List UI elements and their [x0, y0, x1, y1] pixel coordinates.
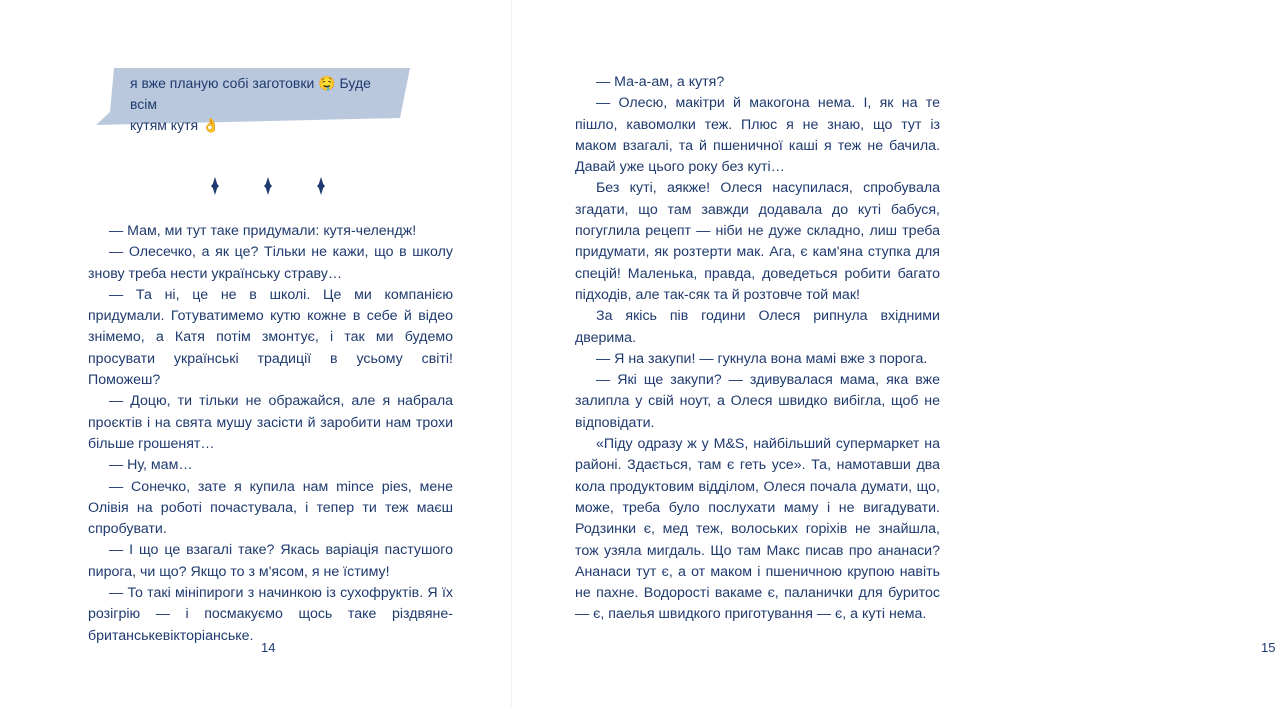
paragraph: — То такі мініпироги з начинкою із сухофруктів. Я їх розігрію — і посмакуємо щось таке різдвяне-британськевікторіанське. — [88, 585, 453, 644]
star-icon — [317, 177, 325, 195]
right-page-text — [575, 72, 940, 626]
left-page-text — [88, 221, 453, 647]
paragraph: — Олесечко, а як це? Тільки не кажи, що в школу знову треба нести українську страву… — [88, 244, 453, 282]
paragraph: Без куті, аякже! Олеся насупилася, спробувала згадати, що там завжди додавала до куті бабуся, погуглила рецепт — ніби не дуже складно, лиш треба придумати, як розтерти мак. Ага, є кам'яна ступка для спецій! Маленька, правда, доведеться робити багато підходів, але так-сяк та й розтовче той мак! — [575, 180, 940, 303]
paragraph: — Сонечко, зате я купила нам mince pies, мене Олівія на роботі почастувала, і тепер ти теж маєш спробувати. — [88, 478, 453, 538]
paragraph: — Мам, ми тут таке придумали: кутя-челендж! — [109, 223, 417, 239]
paragraph: — Ма-а-ам, а кутя? — [596, 74, 725, 90]
paragraph: — Доцю, ти тільки не ображайся, але я набрала проєктів і на свята мушу засісти й заробити нам трохи більше грошенят… — [88, 393, 453, 452]
page-number: 15 — [1261, 640, 1275, 655]
page-number: 14 — [261, 640, 276, 655]
star-icon — [264, 177, 272, 195]
paragraph: — Які ще закупи? — здивувалася мама, яка вже залипла у свій ноут, а Олеся швидко вибігла, щоб не відповідати. — [575, 372, 940, 431]
paragraph: — І що це взагалі таке? Якась варіація пастушого пирога, чи що? Якщо то з м'ясом, я не їстиму! — [88, 542, 453, 580]
paragraph: «Піду одразу ж у M&S, найбільший супермаркет на районі. Здається, там є геть усе». Та, намотавши два кола продуктовим відділом, Олеся почала думати, що, може, треба було послухати маму і не вигадувати. Родзинки є, мед теж, волоських горіхів не знайшла, тож узяла мигдаль. Що там Макс писав про ананаси? Ананаси тут є, а от маком і пшеничною крупою навіть не пахне. Водорості вакаме є, паланички для буритос — є, паелья швидкого приготування — є, а куті нема. — [575, 436, 940, 623]
chat-bubble-line-1: я вже планую собі заготовки 🤤 Буде всім — [130, 75, 371, 112]
paragraph: — Та ні, це не в школі. Це ми компанією придумали. Готуватимемо кутю кожне в себе й відео знімемо, а Катя потім змонтує, і так ми будемо просувати українські традиції в усьому світі! Поможеш? — [88, 286, 453, 389]
star-icon — [211, 177, 219, 195]
chat-bubble-line-2: кутям кутя 👌 — [130, 117, 220, 133]
paragraph: За якісь пів години Олеся рипнула вхідними дверима. — [575, 308, 940, 346]
left-page — [0, 0, 512, 708]
paragraph: — Я на закупи! — гукнула вона мамі вже з порога. — [596, 350, 928, 367]
ornament-stars — [205, 177, 335, 195]
paragraph: — Ну, мам… — [109, 457, 193, 474]
paragraph: — Олесю, макітри й макогона нема. І, як на те пішло, кавомолки теж. Плюс я не знаю, що тут із маком взагалі, та й пшеничної каші я теж не бачила. Давай уже цього року без куті… — [575, 95, 940, 176]
chat-bubble-text — [130, 73, 396, 136]
chat-bubble — [96, 68, 410, 133]
